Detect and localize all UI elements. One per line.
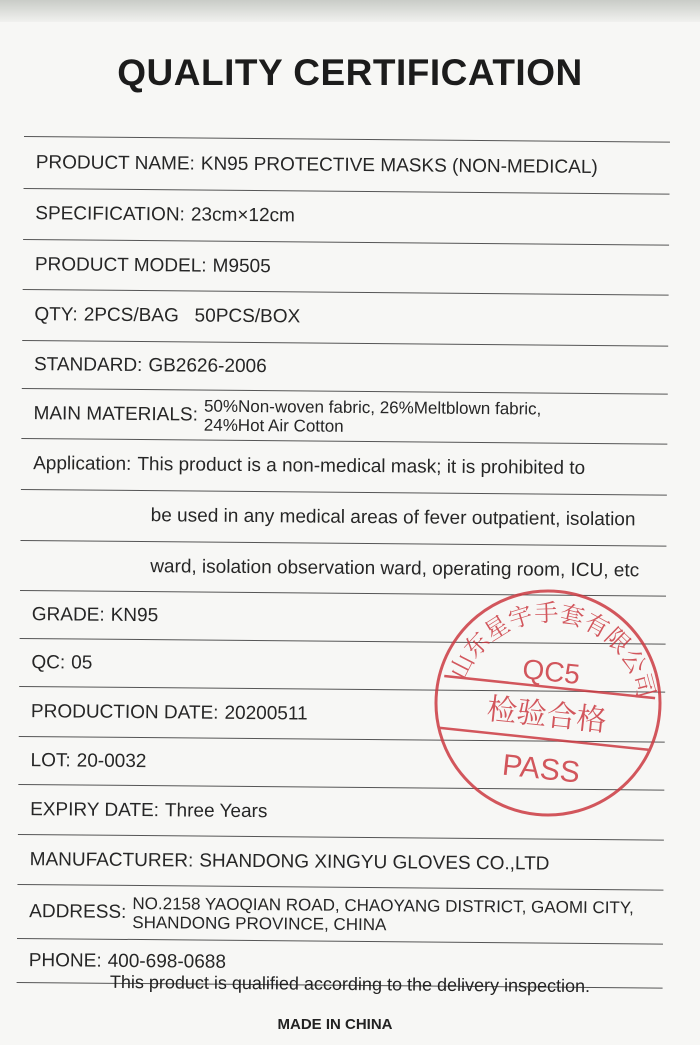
seal-ring-text: 山东星宇手套有限公司 bbox=[443, 598, 661, 701]
product-model-label: PRODUCT MODEL: bbox=[34, 253, 207, 277]
manufacturer-label: MANUFACTURER: bbox=[29, 848, 194, 872]
certification-table bbox=[17, 136, 670, 989]
row-application-cont-1 bbox=[20, 490, 666, 547]
address-value bbox=[132, 893, 634, 935]
expiry-date-value: Three Years bbox=[164, 799, 268, 822]
row-main-materials bbox=[21, 389, 667, 445]
main-materials-line-1: 50%Non-woven fabric, 26%Meltblown fabric, bbox=[203, 396, 542, 419]
row-product-model bbox=[23, 240, 669, 296]
row-application bbox=[21, 439, 667, 496]
address-label: ADDRESS: bbox=[29, 900, 127, 923]
address-line-1: NO.2158 YAOQIAN ROAD, CHAOYANG DISTRICT, GAOMI CITY, bbox=[132, 893, 634, 917]
standard-label: STANDARD: bbox=[33, 353, 143, 376]
main-materials-value bbox=[204, 396, 542, 437]
application-line-3: ward, isolation observation ward, operating room, ICU, etc bbox=[150, 555, 640, 581]
product-model-value: M9505 bbox=[212, 255, 271, 277]
main-materials-line-2: 24%Hot Air Cotton bbox=[203, 415, 344, 436]
row-manufacturer bbox=[17, 835, 663, 891]
qty-value: 2PCS/BAG 50PCS/BOX bbox=[83, 304, 301, 328]
product-name-value: KN95 PROTECTIVE MASKS (NON-MEDICAL) bbox=[200, 153, 598, 178]
application-line-2: be used in any medical areas of fever outpatient, isolation bbox=[150, 505, 636, 531]
phone-value: 400-698-0688 bbox=[107, 950, 227, 973]
row-standard bbox=[22, 341, 668, 395]
product-name-label: PRODUCT NAME: bbox=[35, 151, 195, 174]
made-in-label: MADE IN CHINA bbox=[277, 1016, 393, 1033]
specification-value: 23cm×12cm bbox=[190, 204, 295, 227]
row-address bbox=[17, 885, 663, 945]
row-specification bbox=[23, 189, 669, 246]
lot-label: LOT: bbox=[30, 749, 71, 771]
manufacturer-value: SHANDONG XINGYU GLOVES CO.,LTD bbox=[199, 850, 550, 875]
specification-label: SPECIFICATION: bbox=[35, 203, 185, 226]
standard-value: GB2626-2006 bbox=[148, 354, 267, 377]
production-date-value: 20200511 bbox=[224, 702, 308, 724]
application-label: Application: bbox=[33, 453, 132, 475]
inspection-seal bbox=[428, 583, 668, 823]
seal-inspection-text: 检验合格 bbox=[485, 691, 609, 740]
phone-label: PHONE: bbox=[28, 949, 102, 972]
expiry-date-label: EXPIRY DATE: bbox=[30, 798, 160, 821]
application-line-1: This product is a non-medical mask; it is prohibited to bbox=[137, 454, 586, 479]
qty-label: QTY: bbox=[34, 304, 78, 326]
production-date-label: PRODUCTION DATE: bbox=[30, 700, 219, 724]
page-title: QUALITY CERTIFICATION bbox=[117, 52, 583, 93]
grade-value: KN95 bbox=[110, 604, 159, 626]
qc-value: 05 bbox=[71, 651, 93, 674]
lot-value: 20-0032 bbox=[76, 749, 147, 772]
main-materials-label: MAIN MATERIALS: bbox=[33, 402, 199, 426]
seal-code: QC5 bbox=[521, 653, 582, 691]
grade-label: GRADE: bbox=[31, 603, 105, 626]
row-product-name bbox=[24, 137, 670, 195]
qc-label: QC: bbox=[31, 651, 66, 673]
seal-pass-text: PASS bbox=[500, 748, 582, 790]
footer-note: This product is qualified according to the delivery inspection. bbox=[109, 971, 591, 997]
address-line-2: SHANDONG PROVINCE, CHINA bbox=[132, 912, 387, 934]
row-qty bbox=[22, 290, 668, 347]
background-shade bbox=[0, 0, 700, 22]
